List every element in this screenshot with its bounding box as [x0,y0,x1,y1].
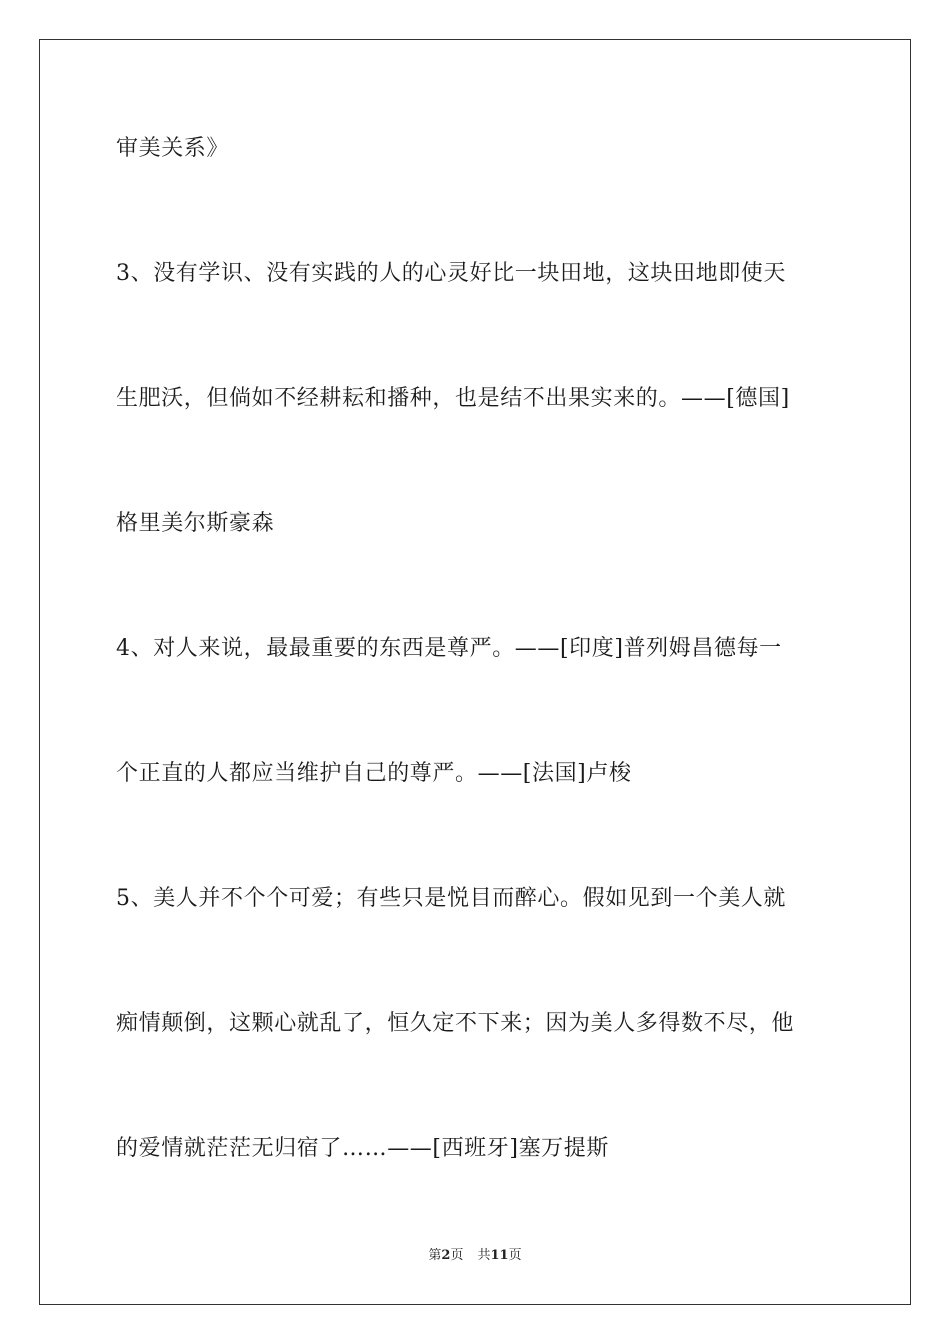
page-border [39,39,911,1305]
text-line-3: 生肥沃，但倘如不经耕耘和播种，也是结不出果实来的。——[德国] [116,386,790,411]
total-suffix: 页 [508,1248,522,1263]
text-line-9: 的爱情就茫茫无归宿了……——[西班牙]塞万提斯 [116,1136,609,1161]
text-line-8: 痴情颠倒，这颗心就乱了，恒久定不下来；因为美人多得数不尽，他 [116,1011,795,1036]
text-line-7: 5、美人并不个个可爱；有些只是悦目而醉心。假如见到一个美人就 [116,886,786,911]
text-line-2: 3、没有学识、没有实践的人的心灵好比一块田地，这块田地即使天 [116,261,786,286]
total-prefix: 共 [477,1248,491,1263]
total-pages: 11 [490,1248,509,1263]
page-footer [0,1248,950,1264]
text-line-4: 格里美尔斯豪森 [116,511,275,536]
text-line-6: 个正直的人都应当维护自己的尊严。——[法国]卢梭 [116,761,632,786]
page-suffix: 页 [450,1248,464,1263]
text-line-5: 4、对人来说，最最重要的东西是尊严。——[印度]普列姆昌德每一 [116,636,782,661]
page-prefix: 第 [428,1248,442,1263]
page-number: 2 [441,1248,451,1263]
text-line-1: 审美关系》 [116,136,230,161]
